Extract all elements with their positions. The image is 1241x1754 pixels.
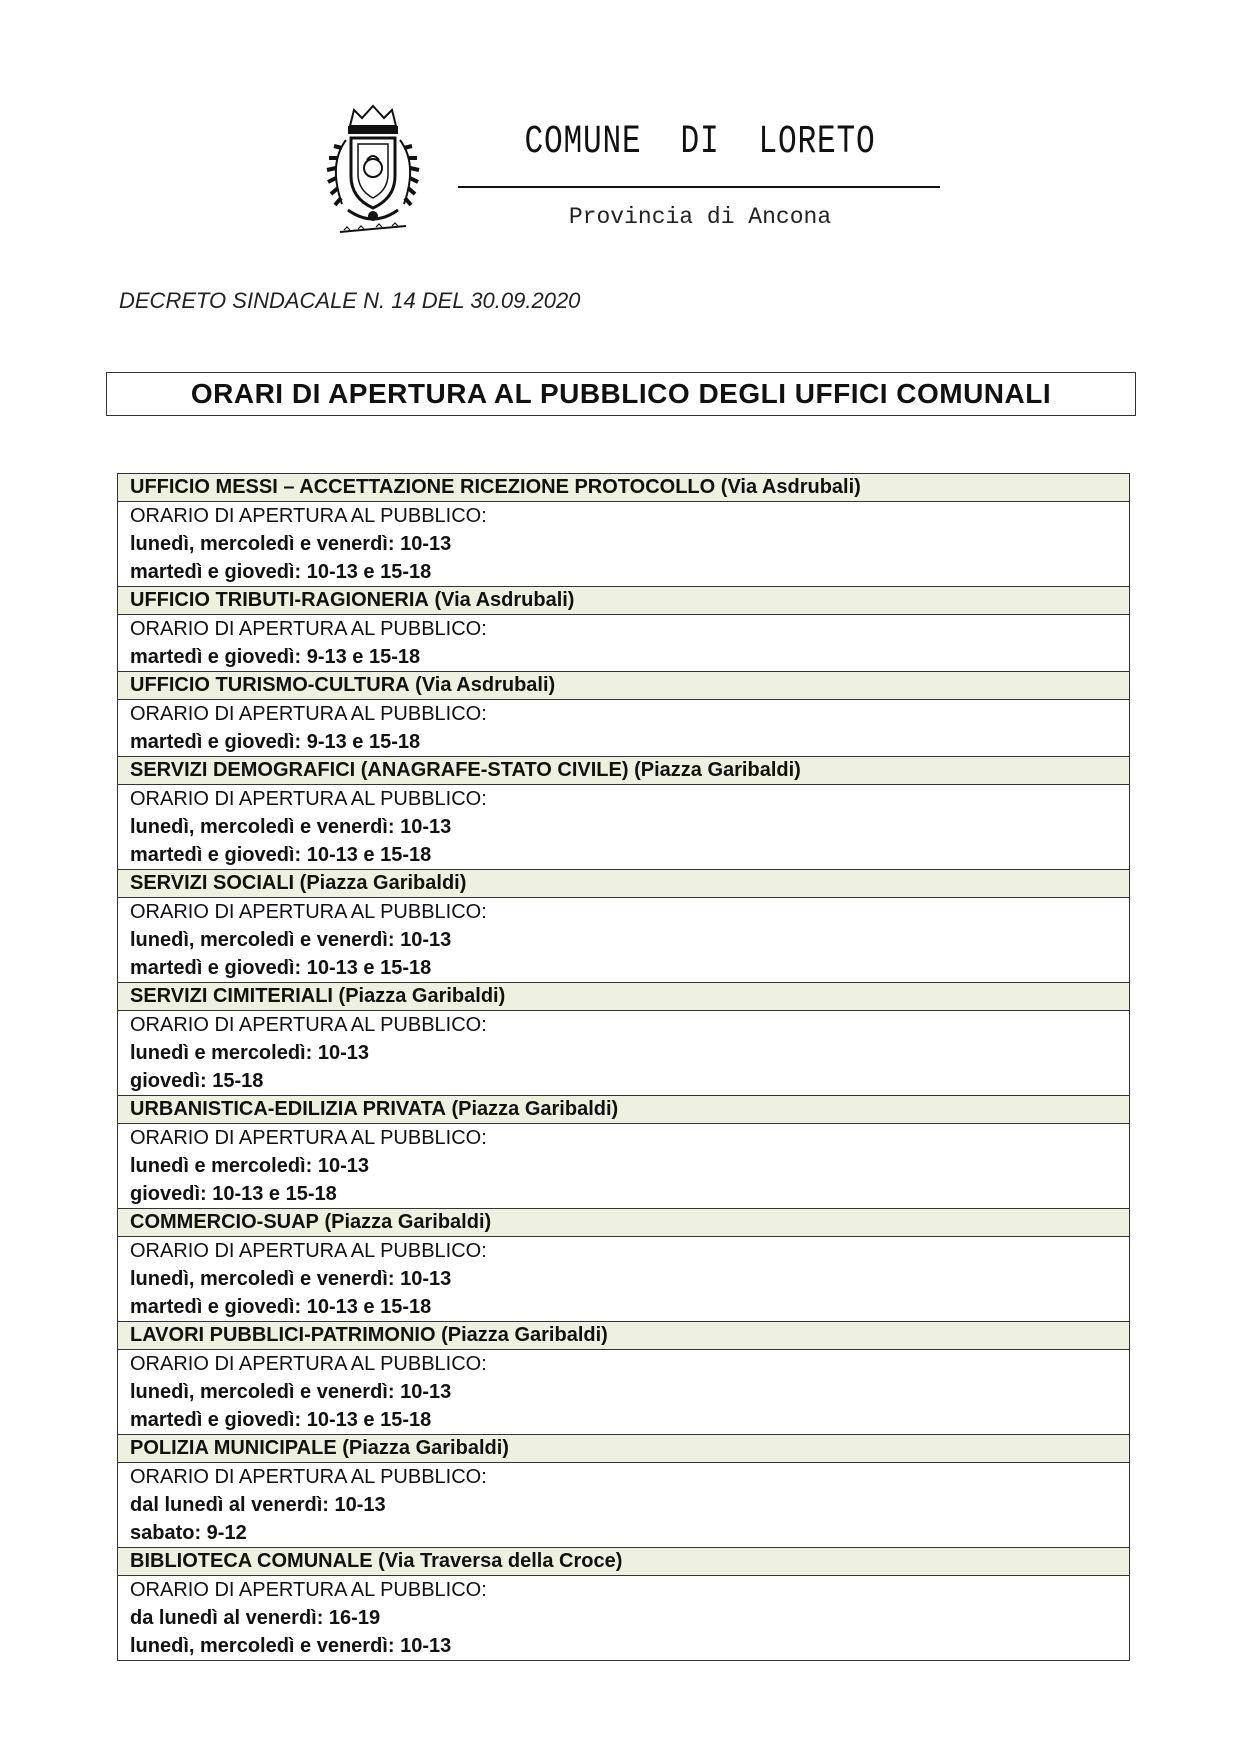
office-header [118, 757, 1129, 785]
hours-label: ORARIO DI APERTURA AL PUBBLICO: [130, 788, 487, 810]
office-name: LAVORI PUBBLICI-PATRIMONIO [130, 1324, 436, 1346]
office-name: UFFICIO MESSI – ACCETTAZIONE RICEZIONE PROTOCOLLO [130, 476, 716, 498]
office-header [118, 983, 1129, 1011]
hours-line: giovedì: 10-13 e 15-18 [130, 1183, 337, 1205]
hours-line: martedì e giovedì: 10-13 e 15-18 [130, 844, 432, 866]
hours-line: lunedì, mercoledì e venerdì: 10-13 [130, 1268, 452, 1290]
hours-line: martedì e giovedì: 9-13 e 15-18 [130, 646, 421, 668]
office-address: (Piazza Garibaldi) [451, 1098, 619, 1120]
office-hours [118, 1463, 1129, 1548]
office-address: (Piazza Garibaldi) [634, 759, 801, 781]
office-name: SERVIZI CIMITERIALI [130, 985, 333, 1007]
office-block [118, 587, 1129, 672]
hours-label: ORARIO DI APERTURA AL PUBBLICO: [130, 1127, 487, 1149]
office-address: (Via Asdrubali) [434, 589, 575, 611]
office-header [118, 672, 1129, 700]
coat-of-arms-icon [318, 104, 428, 240]
hours-line: lunedì e mercoledì: 10-13 [130, 1155, 369, 1177]
office-hours [118, 502, 1129, 587]
hours-label: ORARIO DI APERTURA AL PUBBLICO: [130, 618, 487, 640]
office-hours [118, 785, 1129, 870]
office-name: POLIZIA MUNICIPALE [130, 1437, 337, 1459]
office-header [118, 1322, 1129, 1350]
office-header [118, 474, 1129, 502]
office-name: URBANISTICA-EDILIZIA PRIVATA [130, 1098, 446, 1120]
office-hours [118, 1124, 1129, 1209]
office-name: SERVIZI DEMOGRAFICI (ANAGRAFE-STATO CIVILE) [130, 759, 629, 781]
hours-label: ORARIO DI APERTURA AL PUBBLICO: [130, 1014, 487, 1036]
office-block [118, 1548, 1129, 1660]
office-hours [118, 898, 1129, 983]
office-header [118, 1209, 1129, 1237]
hours-line: sabato: 9-12 [130, 1522, 247, 1544]
hours-label: ORARIO DI APERTURA AL PUBBLICO: [130, 505, 487, 527]
office-block [118, 1322, 1129, 1435]
decree-reference: DECRETO SINDACALE N. 14 DEL 30.09.2020 [119, 288, 581, 313]
office-header [118, 1435, 1129, 1463]
hours-line: dal lunedì al venerdì: 10-13 [130, 1494, 386, 1516]
comune-name: COMUNE DI LORETO [524, 120, 876, 165]
office-header [118, 587, 1129, 615]
hours-line: giovedì: 15-18 [130, 1070, 264, 1092]
office-schedule-table [117, 473, 1130, 1661]
hours-line: martedì e giovedì: 10-13 e 15-18 [130, 561, 432, 583]
office-block [118, 757, 1129, 870]
office-hours [118, 1350, 1129, 1435]
title-box [106, 372, 1136, 416]
office-block [118, 1209, 1129, 1322]
page-title: ORARI DI APERTURA AL PUBBLICO DEGLI UFFICI COMUNALI [190, 378, 1052, 409]
office-block [118, 474, 1129, 587]
hours-line: lunedì e mercoledì: 10-13 [130, 1042, 369, 1064]
office-block [118, 870, 1129, 983]
office-hours [118, 1011, 1129, 1096]
hours-line: lunedì, mercoledì e venerdì: 10-13 [130, 1635, 452, 1657]
office-address: (Via Asdrubali) [720, 476, 861, 498]
office-header [118, 1548, 1129, 1576]
office-hours [118, 1576, 1129, 1660]
office-address: (Piazza Garibaldi) [441, 1324, 608, 1346]
office-block [118, 983, 1129, 1096]
hours-line: da lunedì al venerdì: 16-19 [130, 1607, 381, 1629]
header-rule [458, 186, 940, 188]
office-address: (Piazza Garibaldi) [299, 872, 467, 894]
office-address: (Piazza Garibaldi) [342, 1437, 509, 1459]
office-block [118, 1435, 1129, 1548]
office-hours [118, 615, 1129, 672]
hours-label: ORARIO DI APERTURA AL PUBBLICO: [130, 1579, 487, 1601]
office-header [118, 870, 1129, 898]
office-block [118, 672, 1129, 757]
hours-line: martedì e giovedì: 10-13 e 15-18 [130, 1296, 432, 1318]
hours-line: lunedì, mercoledì e venerdì: 10-13 [130, 816, 452, 838]
office-address: (Via Asdrubali) [415, 674, 556, 696]
hours-line: lunedì, mercoledì e venerdì: 10-13 [130, 1381, 452, 1403]
office-name: BIBLIOTECA COMUNALE [130, 1550, 373, 1572]
hours-line: lunedì, mercoledì e venerdì: 10-13 [130, 929, 452, 951]
hours-label: ORARIO DI APERTURA AL PUBBLICO: [130, 1353, 487, 1375]
office-address: (Via Traversa della Croce) [378, 1550, 623, 1572]
office-address: (Piazza Garibaldi) [338, 985, 506, 1007]
hours-line: martedì e giovedì: 10-13 e 15-18 [130, 957, 432, 979]
hours-label: ORARIO DI APERTURA AL PUBBLICO: [130, 1466, 487, 1488]
provincia-label: Provincia di Ancona [568, 204, 832, 230]
letterhead [0, 0, 1241, 250]
office-hours [118, 1237, 1129, 1322]
office-block [118, 1096, 1129, 1209]
hours-line: martedì e giovedì: 9-13 e 15-18 [130, 731, 421, 753]
office-name: SERVIZI SOCIALI [130, 872, 295, 894]
office-address: (Piazza Garibaldi) [324, 1211, 492, 1233]
hours-line: martedì e giovedì: 10-13 e 15-18 [130, 1409, 432, 1431]
hours-label: ORARIO DI APERTURA AL PUBBLICO: [130, 703, 487, 725]
office-name: UFFICIO TURISMO-CULTURA [130, 674, 410, 696]
office-name: COMMERCIO-SUAP [130, 1211, 319, 1233]
hours-line: lunedì, mercoledì e venerdì: 10-13 [130, 533, 452, 555]
office-header [118, 1096, 1129, 1124]
hours-label: ORARIO DI APERTURA AL PUBBLICO: [130, 901, 487, 923]
office-hours [118, 700, 1129, 757]
hours-label: ORARIO DI APERTURA AL PUBBLICO: [130, 1240, 487, 1262]
office-name: UFFICIO TRIBUTI-RAGIONERIA [130, 589, 429, 611]
